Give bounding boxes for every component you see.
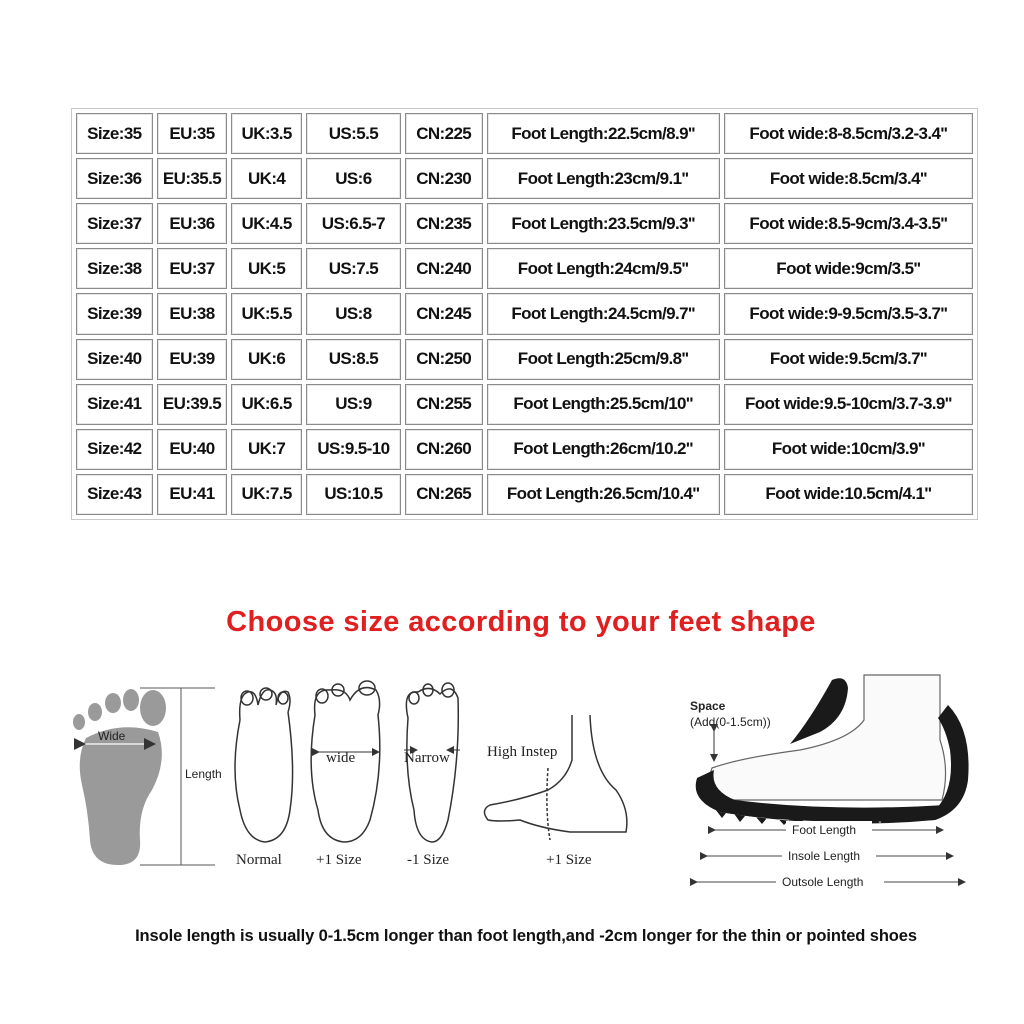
high-instep-size-label: +1 Size: [546, 852, 592, 868]
outsole-length-label: Outsole Length: [782, 875, 864, 889]
table-cell: EU:39.5: [157, 384, 228, 425]
table-cell: CN:235: [405, 203, 483, 244]
space-label: Space: [690, 699, 726, 713]
wide-foot-label: wide: [326, 750, 356, 766]
table-cell: UK:3.5: [231, 113, 302, 154]
wide-label: Wide: [98, 729, 126, 743]
high-instep-label: High Instep: [487, 744, 558, 760]
table-cell: US:9: [306, 384, 401, 425]
table-cell: Foot Length:23cm/9.1'': [487, 158, 720, 199]
table-cell: EU:35: [157, 113, 228, 154]
table-cell: UK:5.5: [231, 293, 302, 334]
table-cell: UK:7: [231, 429, 302, 470]
table-row: [76, 474, 973, 515]
table-cell: EU:39: [157, 339, 228, 380]
table-cell: EU:40: [157, 429, 228, 470]
table-cell: Size:40: [76, 339, 153, 380]
table-cell: Foot Length:25cm/9.8'': [487, 339, 720, 380]
space-add-label: (Add(0-1.5cm)): [690, 715, 771, 729]
table-cell: Size:37: [76, 203, 153, 244]
table-cell: Foot wide:9-9.5cm/3.5-3.7'': [724, 293, 973, 334]
narrow-label: Narrow: [404, 750, 450, 766]
table-cell: UK:4.5: [231, 203, 302, 244]
footprint-icon: [73, 689, 166, 865]
table-cell: US:8: [306, 293, 401, 334]
table-cell: Foot wide:9.5-10cm/3.7-3.9'': [724, 384, 973, 425]
table-row: [76, 339, 973, 380]
footer-note: Insole length is usually 0-1.5cm longer than foot length,and -2cm longer for the thin or pointed shoes: [135, 927, 917, 945]
table-cell: CN:225: [405, 113, 483, 154]
table-cell: UK:7.5: [231, 474, 302, 515]
table-cell: Foot wide:10.5cm/4.1'': [724, 474, 973, 515]
table-cell: Foot Length:25.5cm/10'': [487, 384, 720, 425]
size-chart-table: [71, 108, 978, 520]
table-cell: Foot Length:24cm/9.5'': [487, 248, 720, 289]
table-cell: US:8.5: [306, 339, 401, 380]
table-cell: Size:41: [76, 384, 153, 425]
shoe-section-icon: [696, 675, 969, 826]
table-cell: EU:37: [157, 248, 228, 289]
foot-length-label: Foot Length: [792, 823, 857, 837]
insole-length-label: Insole Length: [788, 849, 861, 863]
table-cell: UK:6: [231, 339, 302, 380]
table-cell: Foot Length:23.5cm/9.3'': [487, 203, 720, 244]
table-cell: Foot wide:8.5cm/3.4'': [724, 158, 973, 199]
table-row: [76, 113, 973, 154]
table-cell: CN:230: [405, 158, 483, 199]
table-cell: US:9.5-10: [306, 429, 401, 470]
table-cell: CN:260: [405, 429, 483, 470]
table-row: [76, 158, 973, 199]
table-cell: UK:5: [231, 248, 302, 289]
table-cell: Foot Length:24.5cm/9.7'': [487, 293, 720, 334]
table-cell: Foot Length:26cm/10.2'': [487, 429, 720, 470]
table-row: [76, 248, 973, 289]
table-row: [76, 384, 973, 425]
table-cell: CN:245: [405, 293, 483, 334]
table-cell: Foot wide:9.5cm/3.7'': [724, 339, 973, 380]
table-cell: Foot wide:8-8.5cm/3.2-3.4'': [724, 113, 973, 154]
table-cell: EU:35.5: [157, 158, 228, 199]
table-cell: US:10.5: [306, 474, 401, 515]
high-instep-foot-icon: [484, 715, 626, 840]
table-cell: UK:4: [231, 158, 302, 199]
normal-foot-icon: [235, 688, 293, 842]
table-cell: Size:36: [76, 158, 153, 199]
table-cell: EU:38: [157, 293, 228, 334]
table-cell: US:7.5: [306, 248, 401, 289]
length-label: Length: [185, 767, 222, 781]
table-cell: EU:41: [157, 474, 228, 515]
table-cell: Foot wide:8.5-9cm/3.4-3.5'': [724, 203, 973, 244]
table-cell: CN:265: [405, 474, 483, 515]
narrow-size-label: -1 Size: [407, 852, 450, 868]
table-row: [76, 203, 973, 244]
table-cell: Size:38: [76, 248, 153, 289]
headline: Choose size according to your feet shape: [226, 606, 816, 638]
table-cell: Size:43: [76, 474, 153, 515]
table-row: [76, 429, 973, 470]
table-cell: Foot wide:9cm/3.5'': [724, 248, 973, 289]
table-row: [76, 293, 973, 334]
table-cell: Size:39: [76, 293, 153, 334]
foot-shape-diagram: [0, 660, 1024, 900]
table-cell: US:5.5: [306, 113, 401, 154]
wide-size-label: +1 Size: [316, 852, 362, 868]
table-cell: EU:36: [157, 203, 228, 244]
table-cell: Foot Length:26.5cm/10.4'': [487, 474, 720, 515]
size-table: [72, 109, 977, 519]
table-cell: CN:240: [405, 248, 483, 289]
table-cell: Foot Length:22.5cm/8.9'': [487, 113, 720, 154]
table-cell: UK:6.5: [231, 384, 302, 425]
table-cell: US:6: [306, 158, 401, 199]
table-cell: CN:250: [405, 339, 483, 380]
table-cell: Size:35: [76, 113, 153, 154]
table-cell: Foot wide:10cm/3.9'': [724, 429, 973, 470]
table-cell: CN:255: [405, 384, 483, 425]
table-cell: Size:42: [76, 429, 153, 470]
table-cell: US:6.5-7: [306, 203, 401, 244]
normal-label: Normal: [236, 852, 282, 868]
